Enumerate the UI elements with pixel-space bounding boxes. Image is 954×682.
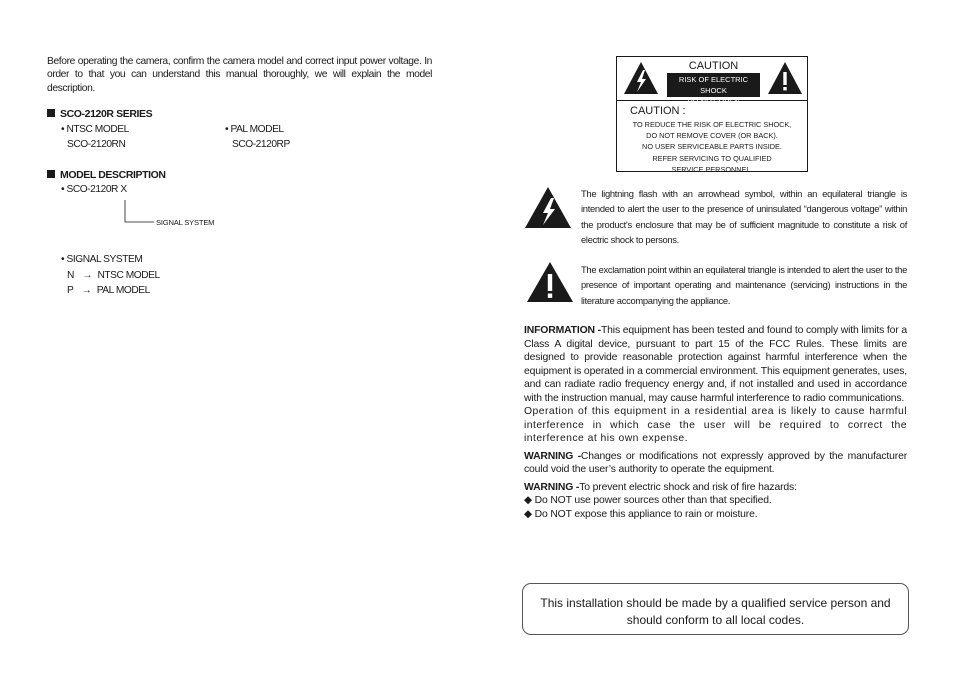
pal-model-code: SCO-2120RP [232, 139, 290, 150]
callout-label: SIGNAL SYSTEM [156, 218, 215, 227]
caution-banner-line: RISK OF ELECTRIC SHOCK [678, 75, 749, 95]
caution-body-line: DO NOT REMOVE COVER (OR BACK). [646, 131, 778, 141]
caution-banner-line: DO NOT OPEN [687, 97, 740, 106]
ntsc-model-code: SCO-2120RN [67, 139, 126, 150]
warning-text: Changes or modifications not expressly approved by the manufacturer could void the user’s authority to operate the equipment. [524, 450, 908, 475]
information-text: This equipment has been tested and found to comply with limits for a Class A digital device, pursuant to part 15 of the FCC Rules. These limits are designed to provide reasonable protection against harmful interference when the equipment is operated in a commercial environment. This equipment generates, uses, and can radiate radio frequency energy and, if not installed and used in accordance with the instruction manual, may cause harmful interference to radio communications. [524, 325, 908, 404]
list-item [524, 494, 907, 508]
caution-body-line: TO REDUCE THE RISK OF ELECTRIC SHOCK, [632, 120, 792, 129]
lightning-triangle-icon [524, 186, 572, 229]
signal-key-p: P [67, 285, 74, 296]
arrow-right-icon: → [82, 270, 93, 281]
exclamation-triangle-icon [526, 261, 574, 303]
signal-key-n: N [67, 270, 74, 281]
signal-value-n: NTSC MODEL [97, 270, 160, 281]
ntsc-model-label: • NTSC MODEL [61, 124, 129, 135]
fcc-information [524, 324, 907, 405]
caution-body-line: REFER SERVICING TO QUALIFIED [652, 153, 772, 163]
signal-system-label: • SIGNAL SYSTEM [61, 254, 143, 265]
signal-value-p: PAL MODEL [96, 285, 150, 296]
intro-paragraph: Before operating the camera, confirm the camera model and correct input power voltage. In order to that you can understand this manual thoroughly, we will explain the model description. [47, 56, 432, 94]
fcc-residential: Operation of this equipment in a residential area is likely to cause harmful interference in which case the user will be required to correct the interference at his own expense. [524, 406, 907, 444]
caution-label-header [617, 57, 807, 106]
warning-modifications [524, 450, 907, 477]
fcc-statement [524, 324, 907, 521]
callout-line [118, 196, 158, 226]
notice-line: This installation should be made by a qualified service person and [540, 596, 891, 610]
diamond-bullet-icon: ◆ [524, 508, 532, 520]
square-bullet-icon [47, 170, 55, 178]
caution-body-line: NO USER SERVICEABLE PARTS INSIDE. [642, 142, 782, 152]
pal-model-label: • PAL MODEL [225, 124, 284, 135]
lightning-warning-icon [623, 61, 659, 95]
signal-row-n [67, 270, 160, 281]
series-heading [47, 108, 152, 120]
notice-line: should conform to all local codes. [626, 612, 805, 627]
arrow-right-icon: → [81, 285, 92, 296]
warning-label: WARNING - [524, 450, 581, 462]
caution-banner [667, 73, 760, 106]
diamond-bullet-icon: ◆ [524, 495, 532, 506]
list-item [524, 508, 907, 522]
exclamation-symbol-description: The exclamation point within an equilateral triangle is intended to alert the user to the presence of important operating and maintenance (servicing) instructions in the literature accompanying the appliance. [581, 264, 907, 306]
list-item-text: Do NOT expose this appliance to rain or moisture. [534, 508, 758, 520]
caution-body-line: SERVICE PERSONNEL. [671, 164, 753, 174]
model-description-heading-text: MODEL DESCRIPTION [60, 169, 166, 181]
caution-title: CAUTION [688, 60, 739, 72]
warning-text: To prevent electric shock and risk of fire hazards: [579, 481, 797, 493]
exclamation-warning-icon [767, 61, 803, 95]
model-description-heading [47, 169, 166, 181]
caution-body-text [621, 119, 803, 175]
installation-notice [522, 583, 909, 635]
signal-row-p [67, 285, 150, 296]
list-item-text: Do NOT use power sources other than that specified. [534, 495, 772, 506]
series-heading-text: SCO-2120R SERIES [60, 108, 153, 120]
information-label: INFORMATION - [524, 325, 601, 336]
square-bullet-icon [47, 109, 55, 117]
warning-label: WARNING - [524, 481, 580, 493]
warning-electric-shock [524, 481, 907, 495]
caution-body-title: CAUTION : [630, 105, 686, 117]
model-code: • SCO-2120R X [61, 184, 127, 195]
caution-label [616, 56, 808, 172]
lightning-symbol-description: The lightning flash with an arrowhead symbol, within an equilateral triangle is intended to alert the user to the presence of uninsulated “dangerous voltage” within the product's enclosure that may be of sufficient magnitude to constitute a risk of electric shock to persons. [581, 188, 907, 245]
